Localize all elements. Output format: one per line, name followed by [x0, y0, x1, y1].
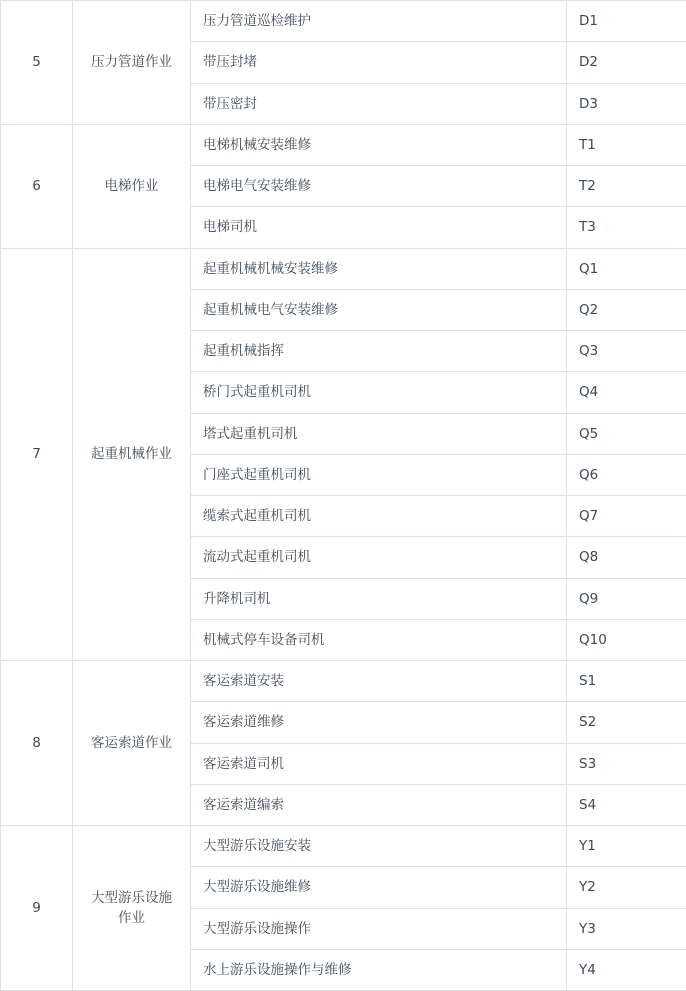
item-cell: 大型游乐设施维修	[191, 867, 567, 908]
item-cell: 流动式起重机司机	[191, 537, 567, 578]
code-cell: Y2	[567, 867, 686, 908]
item-cell: 压力管道巡检维护	[191, 1, 567, 42]
code-cell: T3	[567, 207, 686, 248]
item-cell: 桥门式起重机司机	[191, 372, 567, 413]
code-cell: Q5	[567, 413, 686, 454]
group-index-cell: 6	[1, 124, 73, 248]
item-cell: 门座式起重机司机	[191, 454, 567, 495]
item-cell: 起重机械指挥	[191, 331, 567, 372]
table-row	[1, 826, 686, 867]
code-cell: Q8	[567, 537, 686, 578]
item-cell: 塔式起重机司机	[191, 413, 567, 454]
code-cell: Y4	[567, 949, 686, 990]
code-cell: Y3	[567, 908, 686, 949]
item-cell: 客运索道司机	[191, 743, 567, 784]
item-cell: 电梯司机	[191, 207, 567, 248]
code-cell: Q1	[567, 248, 686, 289]
code-cell: T2	[567, 166, 686, 207]
item-cell: 起重机械电气安装维修	[191, 289, 567, 330]
item-cell: 电梯电气安装维修	[191, 166, 567, 207]
item-cell: 缆索式起重机司机	[191, 496, 567, 537]
item-cell: 带压密封	[191, 83, 567, 124]
code-cell: D1	[567, 1, 686, 42]
code-cell: S2	[567, 702, 686, 743]
code-cell: S4	[567, 784, 686, 825]
group-index-cell: 8	[1, 661, 73, 826]
item-cell: 机械式停车设备司机	[191, 619, 567, 660]
group-category-cell: 客运索道作业	[73, 661, 191, 826]
table-row	[1, 1, 686, 42]
item-cell: 客运索道维修	[191, 702, 567, 743]
item-cell: 大型游乐设施操作	[191, 908, 567, 949]
code-cell: Q10	[567, 619, 686, 660]
group-index-cell: 7	[1, 248, 73, 661]
code-cell: D2	[567, 42, 686, 83]
group-index-cell: 9	[1, 826, 73, 991]
group-index-cell: 5	[1, 1, 73, 125]
item-cell: 起重机械机械安装维修	[191, 248, 567, 289]
group-category-cell: 大型游乐设施作业	[73, 826, 191, 991]
code-cell: Q9	[567, 578, 686, 619]
group-category-cell: 压力管道作业	[73, 1, 191, 125]
code-cell: Y1	[567, 826, 686, 867]
table-body	[1, 1, 686, 991]
table-row	[1, 661, 686, 702]
table-row	[1, 124, 686, 165]
item-cell: 大型游乐设施安装	[191, 826, 567, 867]
item-cell: 水上游乐设施操作与维修	[191, 949, 567, 990]
code-cell: Q6	[567, 454, 686, 495]
code-cell: T1	[567, 124, 686, 165]
item-cell: 升降机司机	[191, 578, 567, 619]
code-cell: S3	[567, 743, 686, 784]
item-cell: 带压封堵	[191, 42, 567, 83]
table-row	[1, 248, 686, 289]
code-cell: S1	[567, 661, 686, 702]
code-cell: Q4	[567, 372, 686, 413]
item-cell: 客运索道安装	[191, 661, 567, 702]
group-category-cell: 起重机械作业	[73, 248, 191, 661]
code-cell: Q7	[567, 496, 686, 537]
code-cell: D3	[567, 83, 686, 124]
code-cell: Q3	[567, 331, 686, 372]
item-cell: 电梯机械安装维修	[191, 124, 567, 165]
code-cell: Q2	[567, 289, 686, 330]
item-cell: 客运索道编索	[191, 784, 567, 825]
group-category-cell: 电梯作业	[73, 124, 191, 248]
